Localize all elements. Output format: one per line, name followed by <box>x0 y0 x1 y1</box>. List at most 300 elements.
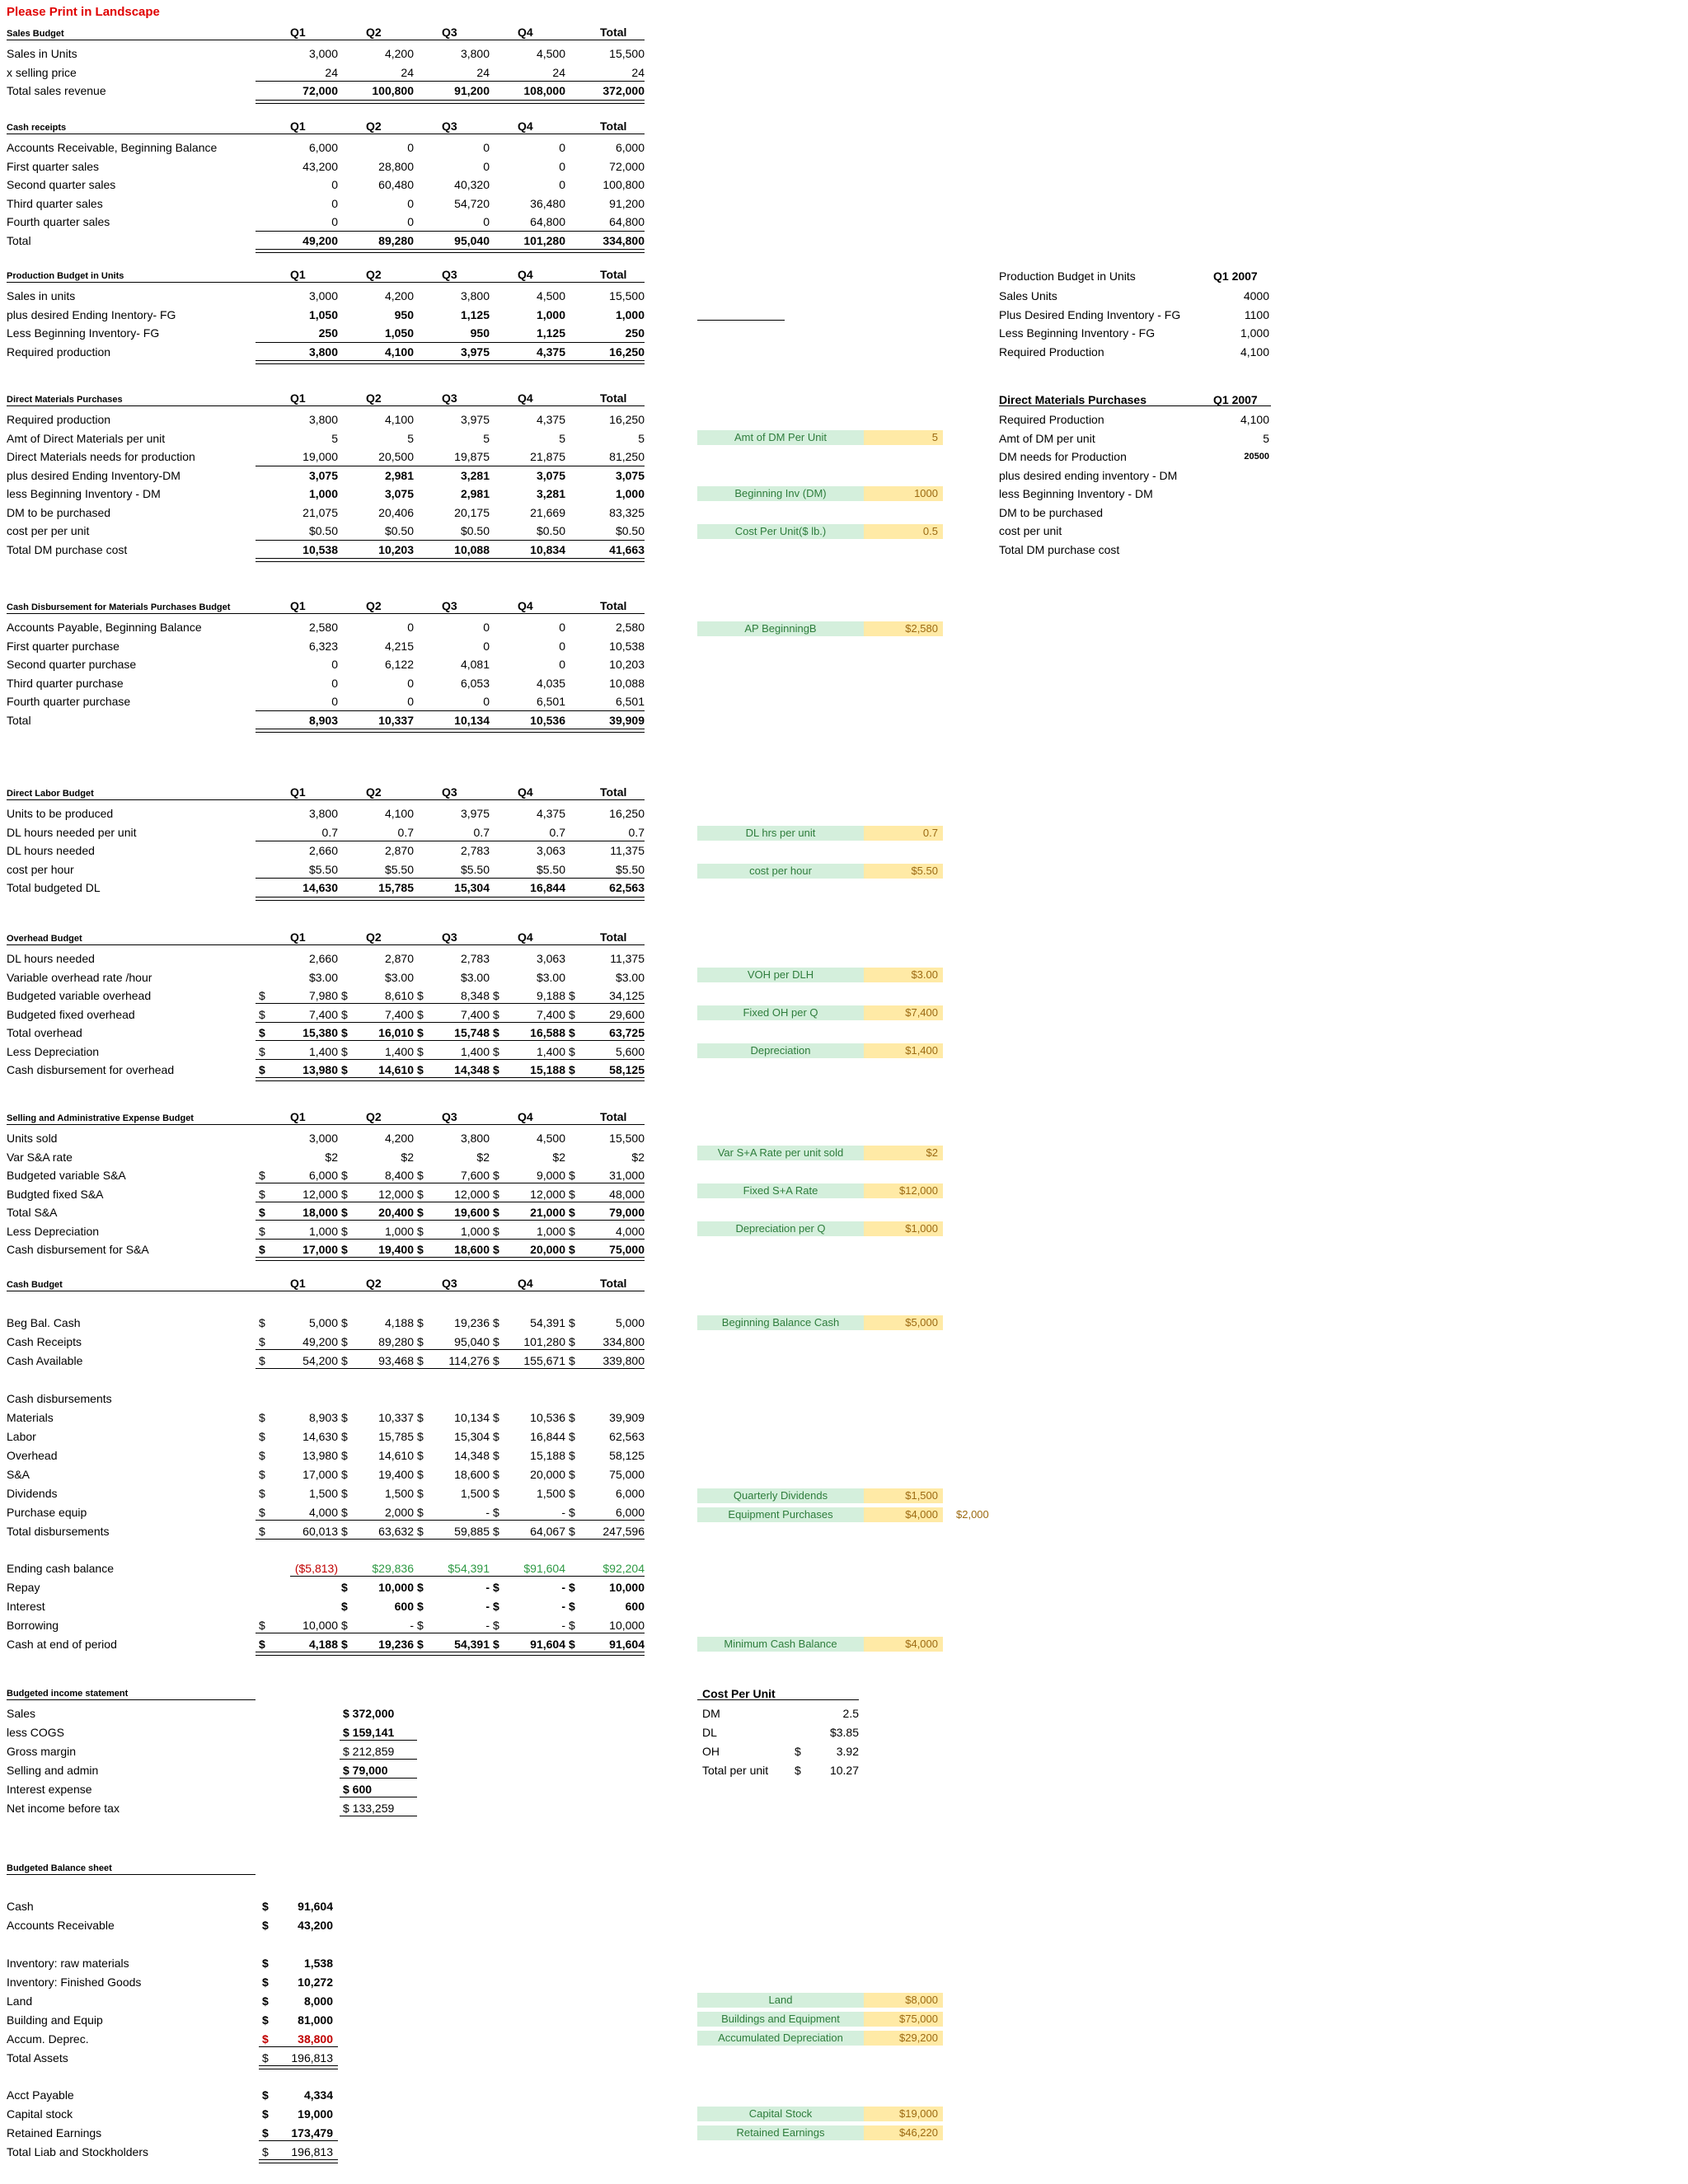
assumption-value: 1000 <box>864 486 943 501</box>
value-cell: 2,660 <box>308 844 338 857</box>
row-label: Accounts Payable, Beginning Balance <box>7 621 202 634</box>
value-cell: 75,000 <box>609 1243 645 1256</box>
ending-balance-cell: $92,204 <box>603 1562 645 1575</box>
rule-line <box>256 1059 645 1060</box>
currency-symbol: $ <box>341 1063 348 1076</box>
currency-symbol: $ <box>417 989 424 1002</box>
currency-symbol: $ <box>341 1007 348 1021</box>
value-cell: 4,200 <box>384 47 414 60</box>
row-label: Selling and admin <box>7 1764 99 1777</box>
value-cell: 0 <box>483 215 490 228</box>
value-cell: 10,088 <box>609 676 645 690</box>
currency-symbol: $ <box>259 1063 265 1076</box>
value-cell: 0 <box>559 658 565 671</box>
value-cell: 12,000 <box>454 1187 490 1201</box>
currency-symbol: $ <box>341 1468 348 1481</box>
quarter-header: Q1 <box>290 391 306 405</box>
currency-symbol: $ <box>341 1206 348 1219</box>
value-cell: 0 <box>483 695 490 708</box>
quarter-header: Q2 <box>366 391 382 405</box>
currency-symbol: $ <box>493 1411 499 1424</box>
value-cell: 3,000 <box>308 1132 338 1145</box>
value-cell: $ 600 <box>343 1783 373 1796</box>
row-label: x selling price <box>7 65 77 79</box>
value-cell: 334,800 <box>603 233 645 247</box>
currency-symbol: $ <box>569 1063 575 1076</box>
rule-line <box>259 2140 338 2141</box>
value-cell: 10,337 <box>378 713 414 727</box>
currency-symbol: $ <box>417 1169 424 1182</box>
currency-symbol: $ <box>569 1007 575 1021</box>
value-cell: 2,580 <box>308 621 338 634</box>
value-cell: 100,800 <box>603 178 645 191</box>
row-label: First quarter sales <box>7 159 100 173</box>
currency-symbol: $ <box>493 1525 499 1538</box>
row-label: Total DM purchase cost <box>7 542 128 556</box>
currency-symbol: $ <box>341 1169 348 1182</box>
value-cell: 95,040 <box>454 233 490 247</box>
currency-symbol: $ <box>341 1525 348 1538</box>
currency-symbol: $ <box>259 1619 265 1632</box>
quarter-header: Q1 <box>290 268 306 281</box>
value-cell: 334,800 <box>603 1335 645 1348</box>
value-cell: 16,844 <box>530 1430 565 1443</box>
value-cell: 91,200 <box>609 196 645 210</box>
value-cell: 60,480 <box>378 178 414 191</box>
section-title: Budgeted income statement <box>7 1689 129 1699</box>
value-cell: 4,375 <box>536 807 565 820</box>
row-label: Budgted fixed S&A <box>7 1187 104 1201</box>
assumption-label: Beginning Inv (DM) <box>697 486 864 501</box>
value-cell: 2,981 <box>384 468 414 482</box>
value-cell: 5 <box>407 431 414 445</box>
section-title: Production Budget in Units <box>999 269 1136 283</box>
rule-line <box>256 1040 645 1041</box>
value-cell: 0 <box>331 676 338 690</box>
value-cell: $0.50 <box>460 524 490 537</box>
row-label: Total sales revenue <box>7 84 106 97</box>
currency-symbol: $ <box>417 1187 424 1201</box>
value-cell: 19,236 <box>454 1316 490 1329</box>
value-cell: 10,000 <box>609 1619 645 1632</box>
row-label: DL <box>702 1726 717 1739</box>
currency-symbol: $ <box>569 1600 575 1613</box>
row-label: Building and Equip <box>7 2013 103 2027</box>
value-cell: 3,063 <box>536 844 565 857</box>
assumption-value: $8,000 <box>864 1993 943 2008</box>
quarter-header: Q4 <box>518 930 533 944</box>
value-cell: 3,975 <box>460 413 490 426</box>
value-cell: 20,000 <box>530 1468 565 1481</box>
value-cell: 6,501 <box>615 695 645 708</box>
value-cell: 1100 <box>1244 307 1269 321</box>
value-cell: 1,000 <box>460 1224 490 1238</box>
currency-symbol: $ <box>259 1468 265 1481</box>
row-label: Second quarter sales <box>7 178 116 191</box>
row-label: Sales in units <box>7 289 76 302</box>
value-cell: 11,375 <box>610 844 645 857</box>
value-cell: 79,000 <box>609 1206 645 1219</box>
currency-symbol: $ <box>417 1316 424 1329</box>
value-cell: 4,100 <box>384 344 414 359</box>
row-label: Total S&A <box>7 1206 58 1219</box>
value-cell: 5,600 <box>615 1044 645 1058</box>
assumption-label: Beginning Balance Cash <box>697 1315 864 1330</box>
currency-symbol: $ <box>493 1354 499 1367</box>
value-cell: 49,200 <box>302 233 338 247</box>
value-cell: 54,200 <box>302 1354 338 1367</box>
row-label: Variable overhead rate /hour <box>7 970 152 984</box>
value-cell: 1,538 <box>303 1957 333 1970</box>
value-cell: 19,875 <box>454 450 490 463</box>
assumption-value: $12,000 <box>864 1183 943 1198</box>
value-cell: 3,975 <box>460 344 490 359</box>
quarter-header: Q3 <box>442 26 457 39</box>
row-label: Total per unit <box>702 1764 769 1777</box>
ending-balance-cell: $54,391 <box>448 1562 490 1575</box>
value-cell: 10,000 <box>609 1581 645 1594</box>
value-cell: 0 <box>483 639 490 653</box>
currency-symbol: $ <box>341 989 348 1002</box>
quarter-header: Q2 <box>366 785 382 799</box>
value-cell: 4,200 <box>384 1132 414 1145</box>
quarter-header: Q4 <box>518 391 533 405</box>
value-cell: 4,188 <box>384 1316 414 1329</box>
value-cell: 4,100 <box>384 807 414 820</box>
value-cell: 64,067 <box>530 1525 565 1538</box>
value-cell: 8,903 <box>308 1411 338 1424</box>
row-label: Second quarter purchase <box>7 658 137 671</box>
value-cell: 14,630 <box>302 1430 338 1443</box>
value-cell: 4,188 <box>308 1638 338 1651</box>
value-cell: $3.00 <box>615 970 645 984</box>
value-cell: 54,720 <box>454 196 490 210</box>
value-cell: 0 <box>331 215 338 228</box>
currency-symbol: $ <box>341 1600 348 1613</box>
row-label: Net income before tax <box>7 1802 120 1815</box>
value-cell: 6,000 <box>308 141 338 154</box>
currency-symbol: $ <box>341 1243 348 1256</box>
quarter-header: Q3 <box>442 120 457 133</box>
value-cell: 8,000 <box>303 1994 333 2008</box>
currency-symbol: $ <box>493 1468 499 1481</box>
value-cell: 1,400 <box>536 1044 565 1058</box>
value-cell: 7,400 <box>384 1007 414 1021</box>
assumption-label: Quarterly Dividends <box>697 1488 864 1503</box>
value-cell: $2 <box>401 1150 414 1164</box>
value-cell: - <box>485 1581 490 1594</box>
currency-symbol: $ <box>569 1468 575 1481</box>
quarter-header: Q3 <box>442 391 457 405</box>
value-cell: 0 <box>407 141 414 154</box>
row-label: Less Beginning Inventory - FG <box>999 326 1156 340</box>
currency-symbol: $ <box>569 1411 575 1424</box>
value-cell: $5.50 <box>615 862 645 876</box>
currency-symbol: $ <box>341 1224 348 1238</box>
value-cell: 20,175 <box>454 505 490 519</box>
row-label: Total DM purchase cost <box>999 542 1120 556</box>
value-cell: 3,075 <box>536 468 565 482</box>
value-cell: 12,000 <box>302 1187 338 1201</box>
value-cell: 43,200 <box>302 159 338 173</box>
rule-line <box>256 249 645 253</box>
value-cell: $2 <box>325 1150 338 1164</box>
value-cell: 21,669 <box>530 505 565 519</box>
value-cell: 1,125 <box>460 307 490 321</box>
currency-symbol: $ <box>417 1600 424 1613</box>
rule-line <box>259 2065 338 2069</box>
value-cell: 63,725 <box>609 1026 645 1039</box>
value-cell: 5 <box>483 431 490 445</box>
value-cell: 16,588 <box>530 1026 565 1039</box>
value-cell: $2 <box>476 1150 490 1164</box>
row-label: Less Depreciation <box>7 1224 100 1238</box>
value-cell: 6,501 <box>536 695 565 708</box>
value-cell: 15,304 <box>454 881 490 894</box>
value-cell: 4,035 <box>536 676 565 690</box>
quarter-header: Q4 <box>518 120 533 133</box>
currency-symbol: $ <box>569 1430 575 1443</box>
value-cell: 17,000 <box>302 1243 338 1256</box>
value-cell: 3,800 <box>460 289 490 302</box>
value-cell: 1,500 <box>536 1487 565 1500</box>
assumption-label: DL hrs per unit <box>697 826 864 841</box>
value-cell: 10,088 <box>454 542 490 556</box>
currency-symbol: $ <box>569 1449 575 1462</box>
currency-symbol: $ <box>569 1316 575 1329</box>
value-cell: 12,000 <box>530 1187 565 1201</box>
value-cell: 0 <box>559 178 565 191</box>
row-label: Total overhead <box>7 1026 82 1039</box>
value-cell: 20,000 <box>530 1243 565 1256</box>
value-cell: 60,013 <box>302 1525 338 1538</box>
value-cell: 3,075 <box>384 487 414 500</box>
currency-symbol: $ <box>795 1764 801 1777</box>
rule-line <box>999 405 1271 406</box>
currency-symbol: $ <box>341 1411 348 1424</box>
currency-symbol: $ <box>493 1638 499 1651</box>
quarter-header: Q4 <box>518 268 533 281</box>
currency-symbol: $ <box>341 1581 348 1594</box>
rule-line <box>259 2046 338 2047</box>
value-cell: 2,000 <box>384 1506 414 1519</box>
value-cell: 1,000 <box>536 307 565 321</box>
currency-symbol: $ <box>262 2013 269 2027</box>
rule-line <box>256 710 645 711</box>
currency-symbol: $ <box>493 1007 499 1021</box>
currency-symbol: $ <box>417 1619 424 1632</box>
assumption-value: $2 <box>864 1146 943 1160</box>
assumption-label: Buildings and Equipment <box>697 2012 864 2027</box>
rule-line <box>256 1022 645 1023</box>
quarter-header: Q1 <box>290 785 306 799</box>
column-header: Q1 2007 <box>1213 393 1258 406</box>
section-title: Budgeted Balance sheet <box>7 1863 112 1873</box>
value-cell: 1,000 <box>384 1224 414 1238</box>
value-cell: 3,800 <box>308 344 338 359</box>
currency-symbol: $ <box>341 1449 348 1462</box>
value-cell: 2,660 <box>308 952 338 965</box>
row-label: Required Production <box>999 344 1104 359</box>
value-cell: 3,000 <box>308 289 338 302</box>
quarter-header: Q2 <box>366 1277 382 1290</box>
row-label: Labor <box>7 1430 36 1443</box>
rule-line <box>256 1349 645 1350</box>
value-cell: 7,980 <box>308 989 338 1002</box>
value-cell: 3,800 <box>308 807 338 820</box>
value-cell: - <box>561 1619 565 1632</box>
value-cell: 3,281 <box>460 468 490 482</box>
currency-symbol: $ <box>259 1335 265 1348</box>
currency-symbol: $ <box>569 1525 575 1538</box>
rule-line <box>7 799 645 800</box>
assumption-value: $1,000 <box>864 1221 943 1236</box>
rule-line <box>256 100 645 104</box>
value-cell: 95,040 <box>454 1335 490 1348</box>
rule-line <box>256 558 645 562</box>
quarter-header: Q1 <box>290 1277 306 1290</box>
row-label: DM to be purchased <box>999 505 1104 519</box>
value-cell: 16,250 <box>609 807 645 820</box>
quarter-header: Q1 <box>290 120 306 133</box>
currency-symbol: $ <box>259 1243 265 1256</box>
value-cell: 8,400 <box>384 1169 414 1182</box>
value-cell: $3.00 <box>308 970 338 984</box>
currency-symbol: $ <box>417 1243 424 1256</box>
row-label: Sales Units <box>999 289 1057 302</box>
value-cell: 16,250 <box>609 344 645 359</box>
value-cell: 6,323 <box>308 639 338 653</box>
value-cell: 7,600 <box>460 1169 490 1182</box>
row-label: plus desired Ending Inentory- FG <box>7 307 176 321</box>
quarter-header: Total <box>600 1277 627 1290</box>
assumption-label: cost per hour <box>697 864 864 879</box>
value-cell: 10,538 <box>302 542 338 556</box>
value-cell: 10,134 <box>454 713 490 727</box>
row-label: cost per unit <box>999 524 1062 537</box>
assumption-value: $19,000 <box>864 2107 943 2121</box>
currency-symbol: $ <box>259 1525 265 1538</box>
value-cell: 29,600 <box>609 1007 645 1021</box>
value-cell: $0.50 <box>536 524 565 537</box>
row-label: DM needs for Production <box>999 450 1127 463</box>
value-cell: 4,375 <box>536 344 565 359</box>
value-cell: 196,813 <box>291 2145 333 2158</box>
row-label: DM to be purchased <box>7 505 111 519</box>
value-cell: 250 <box>625 326 645 340</box>
assumption-label: Equipment Purchases <box>697 1507 864 1522</box>
value-cell: 11,375 <box>610 952 645 965</box>
value-cell: 4000 <box>1243 289 1269 302</box>
currency-symbol: $ <box>341 1487 348 1500</box>
row-label: Required production <box>7 413 111 426</box>
value-cell: 0 <box>331 658 338 671</box>
rule-line <box>256 1368 645 1369</box>
row-label: DM <box>702 1707 720 1720</box>
row-label: Inventory: raw materials <box>7 1957 129 1970</box>
currency-symbol: $ <box>493 1619 499 1632</box>
row-label: plus desired Ending Inventory-DM <box>7 468 181 482</box>
currency-symbol: $ <box>417 1430 424 1443</box>
currency-symbol: $ <box>493 989 499 1002</box>
row-label: Units sold <box>7 1132 58 1145</box>
currency-symbol: $ <box>569 1506 575 1519</box>
value-cell: 0.7 <box>321 825 338 839</box>
assumption-value: $4,000 <box>864 1637 943 1652</box>
value-cell: 21,000 <box>530 1206 565 1219</box>
row-label: Third quarter sales <box>7 196 103 210</box>
assumption-label: Capital Stock <box>697 2107 864 2121</box>
rule-line <box>256 1003 645 1004</box>
value-cell: 91,200 <box>454 84 490 97</box>
currency-symbol: $ <box>262 1919 269 1932</box>
value-cell: 1,500 <box>460 1487 490 1500</box>
currency-symbol: $ <box>493 1206 499 1219</box>
currency-symbol: $ <box>341 1506 348 1519</box>
value-cell: 0 <box>483 621 490 634</box>
currency-symbol: $ <box>569 1638 575 1651</box>
value-cell: 0 <box>331 196 338 210</box>
value-cell: 48,000 <box>609 1187 645 1201</box>
section-title: Cash Disbursement for Materials Purchases Budget <box>7 602 231 612</box>
value-cell: 4,215 <box>384 639 414 653</box>
value-cell: 62,563 <box>609 1430 645 1443</box>
currency-symbol: $ <box>569 1335 575 1348</box>
value-cell: 5 <box>559 431 565 445</box>
value-cell: 39,909 <box>609 1411 645 1424</box>
currency-symbol: $ <box>493 1581 499 1594</box>
value-cell: 20,400 <box>378 1206 414 1219</box>
rule-line <box>697 320 785 321</box>
value-cell: 64,800 <box>609 215 645 228</box>
value-cell: $5.50 <box>384 862 414 876</box>
value-cell: 6,000 <box>615 141 645 154</box>
value-cell: $ 159,141 <box>343 1726 395 1739</box>
rule-line <box>697 1699 859 1700</box>
value-cell: 10,203 <box>378 542 414 556</box>
value-cell: 14,348 <box>454 1449 490 1462</box>
value-cell: 6,053 <box>460 676 490 690</box>
assumption-label: Depreciation <box>697 1043 864 1058</box>
currency-symbol: $ <box>259 1638 265 1651</box>
rule-line <box>256 1539 645 1540</box>
value-cell: 20,500 <box>378 450 414 463</box>
assumption-label: Cost Per Unit($ lb.) <box>697 524 864 539</box>
currency-symbol: $ <box>493 1449 499 1462</box>
row-label: DL hours needed <box>7 844 95 857</box>
currency-symbol: $ <box>259 1026 265 1039</box>
currency-symbol: $ <box>569 1487 575 1500</box>
row-label: Required Production <box>999 413 1104 426</box>
value-cell: 600 <box>625 1600 645 1613</box>
currency-symbol: $ <box>262 1957 269 1970</box>
row-label: Cash at end of period <box>7 1638 117 1651</box>
quarter-header: Q4 <box>518 26 533 39</box>
value-cell: 0 <box>331 178 338 191</box>
currency-symbol: $ <box>569 989 575 1002</box>
value-cell: 7,400 <box>536 1007 565 1021</box>
value-cell: 2,783 <box>460 844 490 857</box>
row-label: Plus Desired Ending Inventory - FG <box>999 307 1181 321</box>
value-cell: 0 <box>407 215 414 228</box>
value-cell: 19,000 <box>298 2107 333 2121</box>
currency-symbol: $ <box>259 1169 265 1182</box>
value-cell: 24 <box>325 65 338 79</box>
rule-line <box>256 729 645 733</box>
value-cell: 16,250 <box>609 413 645 426</box>
value-cell: $0.50 <box>615 524 645 537</box>
value-cell: - <box>410 1619 414 1632</box>
